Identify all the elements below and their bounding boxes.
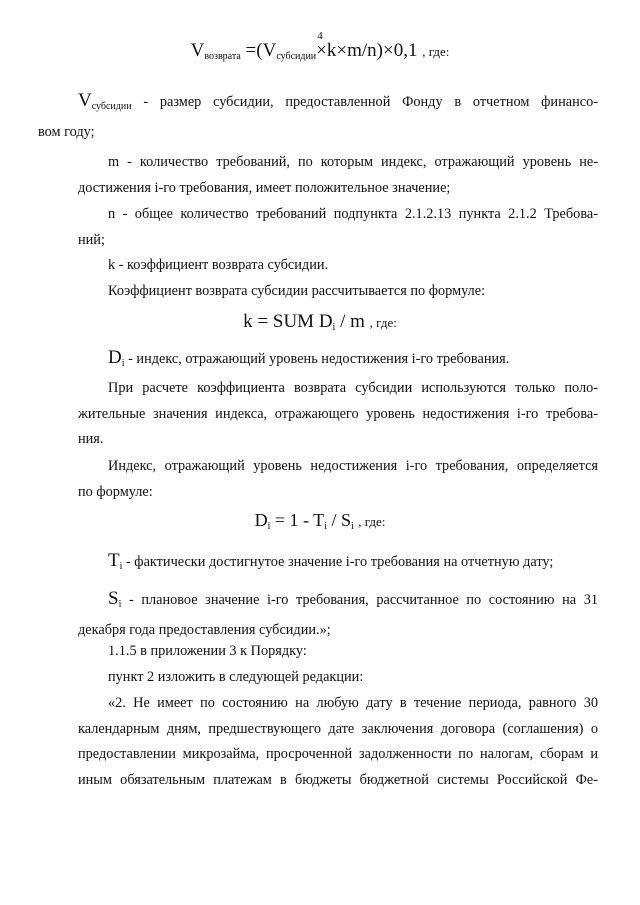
definition-t (108, 548, 608, 580)
para-positive-line1: При расчете коэффициента возврата субсидии используются только поло- (108, 380, 598, 396)
def-v-sub: субсидии (91, 101, 132, 112)
def-s-line1: - плановое значение i-го требования, рассчитанное по состоянию на 31 (121, 592, 598, 608)
item-point-2: пункт 2 изложить в следующей редакции: (108, 669, 364, 685)
formula-k-tail: , где: (369, 315, 397, 330)
def-t-symbol: T (108, 550, 120, 571)
def-v-line1: - размер субсидии, предоставленной Фонду в отчетном финансо- (131, 94, 598, 110)
para-index-line1: Индекс, отражающий уровень недостижения i-го требования, определяется (108, 458, 598, 474)
paragraph-index-definition (78, 454, 598, 505)
def-t-sub: i (119, 561, 123, 572)
formula-t-sub: i (324, 521, 327, 532)
def-v-line2: вом году; (38, 123, 95, 140)
definition-m (78, 150, 598, 201)
para-positive-line2: жительные значения индекса, отражающего уровень недостижения i-го требова- (78, 405, 598, 422)
def-s-symbol: S (108, 588, 119, 609)
def-t-text: - фактически достигнутое значение i-го требования на отчетную дату; (122, 554, 554, 570)
page-number: 4 (317, 30, 323, 42)
formula-d-mid: = 1 - T (270, 510, 325, 530)
formula-lhs-var: V (190, 40, 205, 61)
formula-s-sub: i (350, 521, 354, 532)
paragraph-2-new-edition (78, 691, 598, 793)
formula-close: )×0,1 (376, 40, 418, 61)
formula-d-sub: i (267, 521, 271, 532)
formula-d (0, 510, 640, 532)
formula-eq-open: =( (245, 40, 263, 61)
intro-k-formula: Коэффициент возврата субсидии рассчитывается по формуле: (108, 283, 486, 299)
para2-line4: иным обязательным платежам в бюджеты бюджетной системы Российской Фе- (78, 771, 598, 788)
definition-v-subsidy (38, 88, 598, 145)
para-positive-line3: ния. (78, 431, 104, 447)
def-d-sub: i (121, 358, 125, 369)
def-s-line2: декабря года предоставления субсидии.»; (78, 621, 331, 638)
formula-k-sub: i (332, 322, 336, 333)
paragraph-positive-values (78, 376, 598, 453)
formula-rest: ×k×m/n (316, 40, 377, 61)
def-n-line2: ний; (78, 231, 105, 248)
para2-line1: «2. Не имеет по состоянию на любую дату в течение периода, равного 30 (108, 695, 598, 711)
def-d-symbol: D (108, 347, 122, 368)
definition-k: k - коэффициент возврата субсидии. (108, 257, 329, 273)
formula-tail: , где: (422, 44, 450, 59)
formula-v: V (262, 40, 277, 61)
para-index-line2: по формуле: (78, 483, 153, 500)
def-d-text: - индекс, отражающий уровень недостижения i-го требования. (124, 351, 510, 367)
formula-lhs-sub: возврата (204, 51, 241, 62)
formula-k (0, 311, 640, 333)
def-m-line1: m - количество требований, по которым индекс, отражающий уровень не- (108, 154, 598, 170)
formula-k-left: k = SUM D (243, 311, 333, 332)
formula-d-div: / S (326, 510, 351, 530)
def-n-line1: n - общее количество требований подпункта 2.1.2.13 пункта 2.1.2 Требова- (108, 206, 598, 222)
para2-line2: календарным дням, предшествующего дате заключения договора (соглашения) о (78, 720, 598, 737)
definition-s (78, 586, 598, 643)
para2-line3: предоставлении микрозайма, просроченной задолженности по налогам, сборам и (78, 746, 598, 762)
formula-d-tail: , где: (358, 514, 386, 529)
formula-v-sub: субсидии (276, 51, 317, 62)
formula-return-volume (0, 40, 640, 62)
definition-d (108, 345, 628, 377)
item-1-1-5: 1.1.5 в приложении 3 к Порядку: (108, 643, 307, 659)
formula-k-right: / m (335, 311, 365, 332)
def-s-sub: i (118, 599, 122, 610)
def-v-symbol: V (78, 90, 92, 111)
def-m-line2: достижения i-го требования, имеет положительное значение; (78, 179, 451, 196)
formula-d-var: D (254, 510, 268, 530)
definition-n (78, 202, 598, 253)
